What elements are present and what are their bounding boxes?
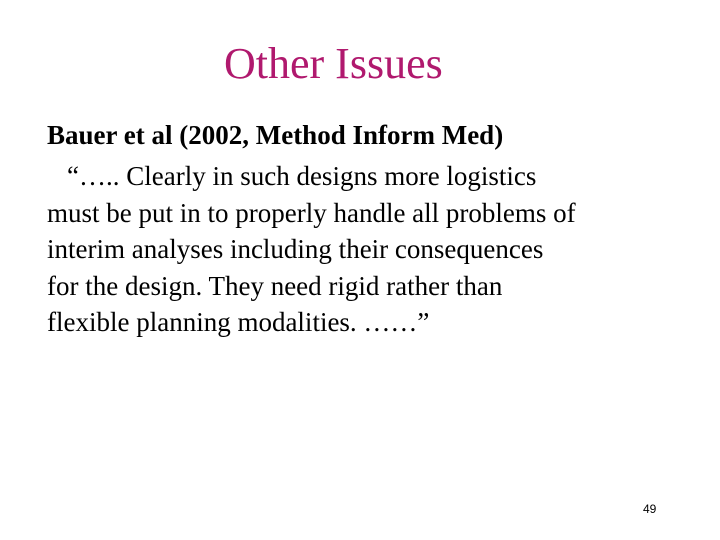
quote-line: “….. Clearly in such designs more logistics bbox=[67, 161, 537, 191]
quote-line: interim analyses including their consequences bbox=[47, 234, 544, 264]
quote-block bbox=[47, 158, 697, 341]
slide-title: Other Issues bbox=[224, 39, 443, 88]
quote-line: for the design. They need rigid rather than bbox=[47, 270, 503, 301]
page-number: 49 bbox=[643, 502, 657, 516]
quote-line: must be put in to properly handle all problems of bbox=[47, 197, 576, 228]
citation: Bauer et al (2002, Method Inform Med) bbox=[47, 120, 504, 150]
quote-line: flexible planning modalities. ……” bbox=[47, 307, 430, 337]
